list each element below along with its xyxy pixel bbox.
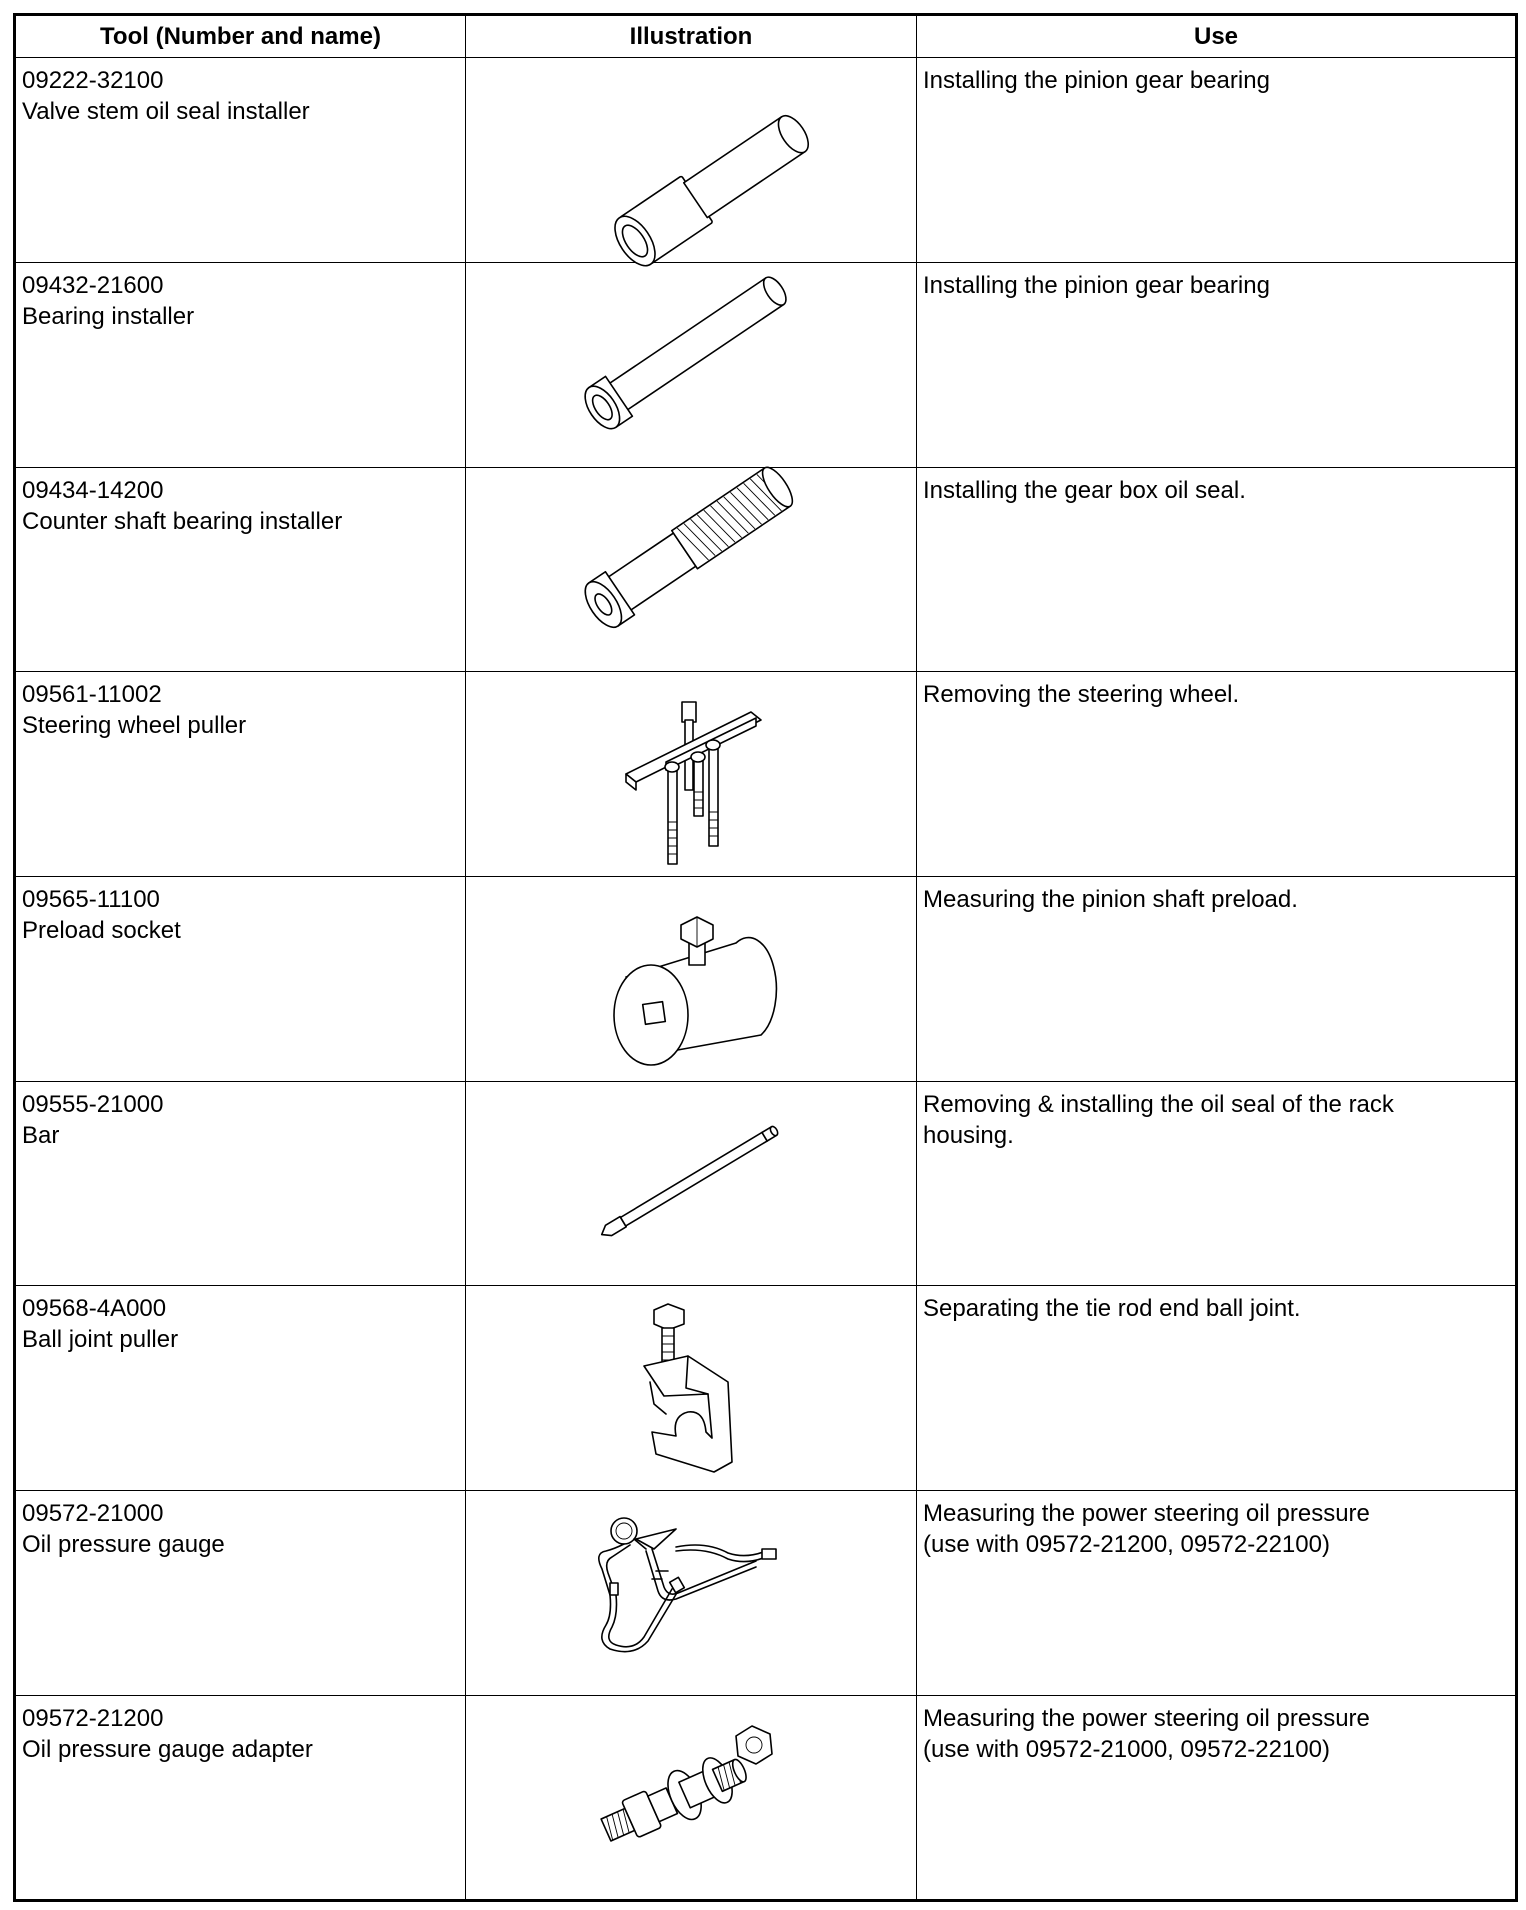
preload-socket-icon xyxy=(466,877,916,1080)
table-row xyxy=(15,1696,1517,1901)
tool-number: 09572-21000 xyxy=(22,1500,164,1527)
use-line: Installing the gear box oil seal. xyxy=(923,477,1246,504)
tool-name: Oil pressure gauge xyxy=(22,1531,225,1558)
tool-cell xyxy=(15,468,466,672)
illustration-cell xyxy=(466,1082,917,1286)
tool-cell xyxy=(15,263,466,468)
tool-number: 09555-21000 xyxy=(22,1091,164,1118)
use-cell xyxy=(917,58,1517,263)
use-cell xyxy=(917,672,1517,877)
ball-joint-puller-icon xyxy=(466,1286,916,1489)
special-tools-table xyxy=(13,13,1518,1902)
table-row xyxy=(15,672,1517,877)
use-cell xyxy=(917,877,1517,1082)
tool-number: 09222-32100 xyxy=(22,67,164,94)
oil-pressure-gauge-icon xyxy=(466,1491,916,1694)
table-row xyxy=(15,1286,1517,1491)
use-cell xyxy=(917,1491,1517,1696)
table-row xyxy=(15,1491,1517,1696)
tool-name: Preload socket xyxy=(22,917,181,944)
tool-number: 09432-21600 xyxy=(22,272,164,299)
tool-number: 09561-11002 xyxy=(22,681,162,708)
use-cell xyxy=(917,263,1517,468)
header-illustration: Illustration xyxy=(466,15,917,58)
illustration-cell xyxy=(466,1286,917,1491)
tool-number: 09434-14200 xyxy=(22,477,164,504)
tool-number: 09572-21200 xyxy=(22,1705,164,1732)
use-line: Measuring the power steering oil pressure xyxy=(923,1705,1370,1732)
header-row xyxy=(15,15,1517,58)
header-tool: Tool (Number and name) xyxy=(15,15,466,58)
illustration-cell xyxy=(466,1696,917,1901)
use-cell xyxy=(917,1082,1517,1286)
use-line: Installing the pinion gear bearing xyxy=(923,67,1270,94)
use-line: Measuring the pinion shaft preload. xyxy=(923,886,1298,913)
oil-pressure-gauge-adapter-icon xyxy=(466,1696,916,1899)
counter-shaft-bearing-installer-icon xyxy=(466,468,916,671)
tool-name: Oil pressure gauge adapter xyxy=(22,1736,313,1763)
tool-number: 09565-11100 xyxy=(22,886,160,913)
table-row xyxy=(15,263,1517,468)
tool-name: Ball joint puller xyxy=(22,1326,179,1353)
table-row xyxy=(15,1082,1517,1286)
tool-cell xyxy=(15,877,466,1082)
use-line: Removing the steering wheel. xyxy=(923,681,1240,708)
bar-icon xyxy=(466,1082,916,1285)
use-cell xyxy=(917,1696,1517,1901)
tool-cell xyxy=(15,672,466,877)
tool-cell xyxy=(15,1082,466,1286)
tool-name: Bar xyxy=(22,1122,60,1149)
use-line: Removing & installing the oil seal of the rack xyxy=(923,1091,1394,1118)
tool-cell xyxy=(15,58,466,263)
illustration-cell xyxy=(466,672,917,877)
illustration-cell xyxy=(466,1491,917,1696)
table-row xyxy=(15,877,1517,1082)
use-line: (use with 09572-21000, 09572-22100) xyxy=(923,1736,1330,1763)
table-row xyxy=(15,58,1517,263)
table-row xyxy=(15,468,1517,672)
use-line: housing. xyxy=(923,1122,1014,1149)
use-line: Measuring the power steering oil pressure xyxy=(923,1500,1370,1527)
use-line: Separating the tie rod end ball joint. xyxy=(923,1295,1301,1322)
illustration-cell xyxy=(466,877,917,1082)
tool-name: Steering wheel puller xyxy=(22,712,247,739)
tool-cell xyxy=(15,1286,466,1491)
use-line: Installing the pinion gear bearing xyxy=(923,272,1270,299)
valve-stem-oil-seal-installer-icon xyxy=(466,58,916,261)
tool-name: Valve stem oil seal installer xyxy=(22,98,310,125)
tool-name: Counter shaft bearing installer xyxy=(22,508,343,535)
tool-cell xyxy=(15,1696,466,1901)
tool-name: Bearing installer xyxy=(22,303,195,330)
illustration-cell xyxy=(466,468,917,672)
illustration-cell xyxy=(466,263,917,468)
bearing-installer-icon xyxy=(466,263,916,466)
header-use: Use xyxy=(917,15,1517,58)
illustration-cell xyxy=(466,58,917,263)
steering-wheel-puller-icon xyxy=(466,672,916,875)
use-cell xyxy=(917,1286,1517,1491)
tool-cell xyxy=(15,1491,466,1696)
tool-number: 09568-4A000 xyxy=(22,1295,167,1322)
use-cell xyxy=(917,468,1517,672)
use-line: (use with 09572-21200, 09572-22100) xyxy=(923,1531,1330,1558)
